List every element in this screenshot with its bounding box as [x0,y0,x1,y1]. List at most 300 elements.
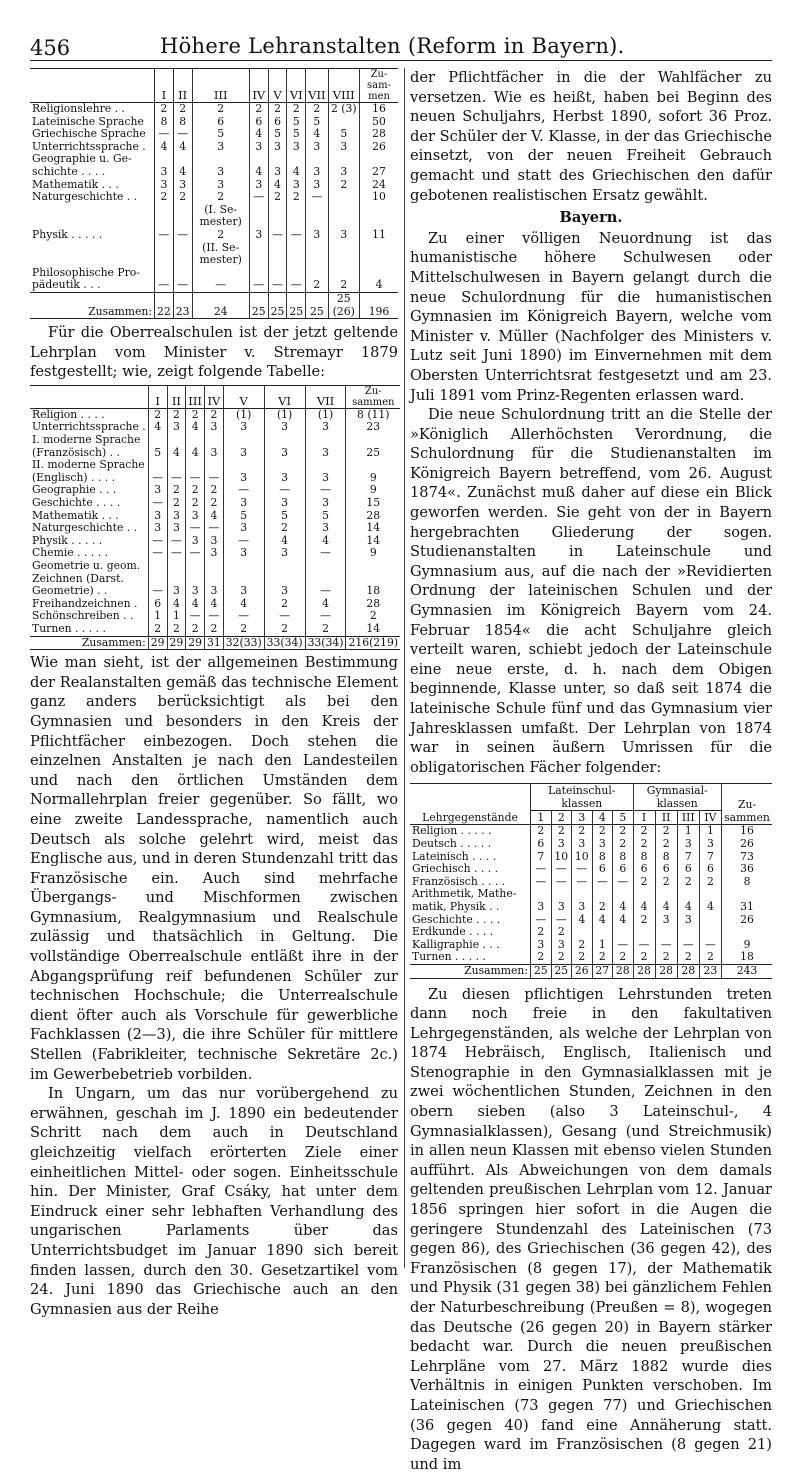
table-cell: 18 [346,585,400,598]
table-cell: — [205,472,224,485]
sum-label: Zusammen: [30,292,155,318]
paragraph: der Pflichtfächer in die der Wahlfächer zu versetzen. Wie es heißt, haben bei Beginn des neuen Schuljahrs, Herbst 1890, sofort 36 Proz. der Schüler der V. Klasse, in der das Griechische einsetzt, von der neuen Freiheit Gebrauch gemacht und statt des Griechischen den dafür gebotenen realistischen Ersatz gewählt. [410,68,772,205]
row-label: Religionslehre . . [30,103,155,116]
table-cell: — [306,191,328,204]
table-row [410,838,772,851]
table-cell [592,926,613,939]
table-cell: 2 [633,838,655,851]
row-label: schichte . . . . [30,166,155,179]
table-cell: 2 [167,484,186,497]
table-header-cell: I [148,385,167,408]
table-cell: 6 [655,863,677,876]
table-cell: 2 [699,876,721,889]
table-row [30,242,398,267]
table-cell: — [223,610,264,623]
table-cell [223,560,264,573]
table-cell: 2 [205,484,224,497]
table-cell: — [677,939,699,952]
table-cell: — [155,229,174,242]
table-header-cell: Lehrgegenstände [410,784,531,825]
table-cell: 14 [346,522,400,535]
table-cell: 2 [655,876,677,889]
table-cell: 3 [306,179,328,192]
table-header-cell: IV [699,811,721,825]
table-cell: — [173,128,192,141]
table-cell: 6 [192,116,249,129]
sum-cell: 23 [699,964,721,978]
table-header-row [410,784,772,811]
sum-cell: 25 [268,292,287,318]
table-row [30,585,400,598]
table-cell: — [699,939,721,952]
table-cell: 6 [633,863,655,876]
table-cell [346,560,400,573]
table-cell: — [223,535,264,548]
table-header-cell: Lateinschul- klassen [531,784,634,811]
table-row [30,434,400,447]
table-cell: 23 [346,421,400,434]
row-label: Philosophische Pro- [30,267,155,280]
table-cell: — [167,472,186,485]
table-cell: 4 [205,598,224,611]
table-cell [186,434,205,447]
sum-cell: 28 [655,964,677,978]
row-label: Naturgeschichte . . [30,191,155,204]
table-cell: 4 [305,535,346,548]
table-cell: 2 [205,408,224,421]
table-cell: — [305,610,346,623]
table-cell: 18 [722,951,773,964]
table-cell: 1 [699,825,721,838]
table-cell: 5 [223,510,264,523]
row-label: Mathematik . . . [30,510,148,523]
table-cell: 3 [677,838,699,851]
table-cell: 4 [699,901,721,914]
table-row [30,560,400,573]
table-cell: 5 [148,447,167,460]
table-cell: 10 [551,851,572,864]
table-cell: 2 [167,623,186,636]
sum-cell: 25 (26) [328,292,359,318]
table-cell: 6 [699,863,721,876]
table-cell: 4 [167,598,186,611]
table-cell: 27 [360,166,399,179]
table-cell: 2 [633,951,655,964]
table-cell: 4 [249,128,268,141]
table-row [30,522,400,535]
table-cell: 6 [249,116,268,129]
table-cell: 5 [328,128,359,141]
table-cell: 2 [306,103,328,116]
table-header-cell: II [167,385,186,408]
table-header-cell: III [186,385,205,408]
table-cell: 3 [264,472,305,485]
table-cell: 2 [167,408,186,421]
table-cell [287,204,306,229]
table-cell: 3 [592,838,613,851]
table-cell: 3 [249,141,268,154]
sum-cell: 27 [592,964,613,978]
row-label: Physik . . . . . [30,535,148,548]
table-cell: 2 [633,876,655,889]
table-cell: 2 [264,522,305,535]
table-cell: 28 [346,510,400,523]
table-cell: — [531,876,552,889]
table-cell: 3 [186,510,205,523]
table-cell: — [205,610,224,623]
table-cell: 25 [346,447,400,460]
table-cell: 2 [531,951,552,964]
table-cell: 8 [722,876,773,889]
table-header-cell: VI [264,385,305,408]
table-cell: 2 [186,497,205,510]
table-header-cell: II [655,811,677,825]
table-cell: 2 [328,179,359,192]
table-cell: 2 [613,838,634,851]
row-label: matik, Physik . . [410,901,531,914]
table-cell: 26 [360,141,399,154]
row-label: Geometrie u. geom. [30,560,148,573]
table-cell: 4 [655,901,677,914]
table-cell: — [287,279,306,292]
table-cell: 3 [205,547,224,560]
table-cell: — [268,229,287,242]
table-header-cell [30,69,155,103]
table-cell: 73 [722,851,773,864]
table-cell: — [613,876,634,889]
table-header-cell: VII [305,385,346,408]
table-cell: 2 [249,103,268,116]
row-label: Unterrichtssprache . [30,141,155,154]
table-cell: — [155,279,174,292]
table-cell: 9 [346,547,400,560]
table-row [30,166,398,179]
table-cell: (I. Se- mester) [192,204,249,229]
table-cell: 3 [148,484,167,497]
table-cell: 15 [346,497,400,510]
table-cell: 8 [592,851,613,864]
table-cell: 9 [722,939,773,952]
table-cell: 2 [551,951,572,964]
table-cell: 6 [613,863,634,876]
table-cell [186,459,205,472]
table-cell: 10 [572,851,593,864]
table-cell: 6 [677,863,699,876]
table-cell: 3 [223,547,264,560]
table-header-cell: Zu- sam- men [360,69,399,103]
page-header [30,34,772,61]
row-label: Erdkunde . . . . [410,926,531,939]
table-cell [699,926,721,939]
paragraph: Zu diesen pflichtigen Lehrstunden treten dann noch freie in den fakultativen Lehrgegenständen, als welche der Lehrplan von 1874 Hebräisch, Englisch, Italienisch und Stenographie in den Gymnasialklassen mit je zwei wöchentlichen Stunden, Zeichnen in den obern sieben (also 3 Lateinschul-, 4 Gymnasialklassen), Gesang (und Streichmusik) in allen neun Klassen mit ebenso vielen Stunden aufführt. Als Abweichungen von dem damals geltenden preußischen Lehrplan vom 12. Januar 1856 springen hier sofort in die Augen die geringere Stundenzahl des Lateinischen (73 gegen 86), des Griechischen (36 gegen 42), des Französischen (8 gegen 17), der Mathematik und Physik (31 gegen 38) bei gänzlichem Fehlen der Naturbeschreibung (Preußen = 8), wogegen das Deutsche (26 gegen 20) in Bayern stärker bedacht war. Durch die neuen preußischen Lehrpläne vom 27. März 1882 wurde dies Verhältnis in einigen Punkten verschoben. Im Lateinischen (73 gegen 77) und Griechischen (36 gegen 40) fand eine Annäherung statt. Dagegen ward im Französischen (8 gegen 21) und im [410,985,772,1474]
table-cell: 5 [264,510,305,523]
table-cell: 4 [173,166,192,179]
table-cell: 3 [268,166,287,179]
table-cell: — [551,863,572,876]
table-cell: 4 [173,141,192,154]
table-cell: 3 [223,447,264,460]
table-cell: 16 [722,825,773,838]
table-cell [173,242,192,267]
row-label: (Englisch) . . . . [30,472,148,485]
paragraph: Für die Oberrealschulen ist der jetzt geltende Lehrplan vom Minister v. Stremayr 1879 festgestellt; wie, zeigt folgende Tabelle: [30,323,398,382]
table-row [410,863,772,876]
row-label: Physik . . . . . [30,229,155,242]
table-cell: 3 [186,585,205,598]
table-cell: 2 [551,825,572,838]
table-cell: 4 [186,447,205,460]
sum-cell: 28 [613,964,634,978]
table-cell: 4 [264,535,305,548]
table-cell: 2 [205,623,224,636]
table-cell: (1) [305,408,346,421]
table-cell [173,204,192,229]
table-cell [155,204,174,229]
table-row [410,951,772,964]
table-cell: 9 [346,484,400,497]
table-row [410,926,772,939]
table-header-cell: II [173,69,192,103]
table-cell: 50 [360,116,399,129]
sum-cell: 25 [306,292,328,318]
table-cell: 16 [360,103,399,116]
row-label [30,204,155,229]
table-cell: 2 [148,408,167,421]
table-cell: 2 [192,191,249,204]
table-cell: 2 [173,191,192,204]
table-cell: 3 [287,179,306,192]
table-cell: 3 [655,914,677,927]
table-cell: 3 [264,447,305,460]
table-cell: 3 [167,421,186,434]
table-cell: (1) [223,408,264,421]
sum-row [410,964,772,978]
table-cell [633,926,655,939]
table-cell: 3 [223,585,264,598]
table-cell: — [148,472,167,485]
row-label: Lateinisch . . . . [410,851,531,864]
sum-row [30,292,398,318]
table-cell: — [173,229,192,242]
table-cell: 5 [192,128,249,141]
table-cell: 2 [633,825,655,838]
table-cell [699,914,721,927]
table-cell [572,926,593,939]
table-cell: — [287,229,306,242]
table-cell: 2 [346,610,400,623]
table-cell: 3 [264,421,305,434]
table-cell: 2 [677,951,699,964]
table-cell: — [186,472,205,485]
sum-cell: 24 [192,292,249,318]
table-header-cell: IV [249,69,268,103]
table-cell: 8 [655,851,677,864]
table-cell: 4 [613,914,634,927]
table-cell: 4 [155,141,174,154]
sum-label: Zusammen: [30,636,148,650]
table-cell: 2 [148,623,167,636]
table-cell [167,434,186,447]
gymnasium-curriculum-table [30,68,398,319]
table-cell: 31 [722,901,773,914]
table-cell: 2 [173,103,192,116]
table-cell: — [305,484,346,497]
table-cell [346,459,400,472]
table-header-cell: VII [306,69,328,103]
table-cell [264,434,305,447]
table-cell: 4 [186,598,205,611]
table-cell: 3 [223,421,264,434]
row-label: Arithmetik, Mathe- [410,888,531,901]
table-cell [305,459,346,472]
sum-cell: 26 [572,964,593,978]
row-label: Turnen . . . . . [410,951,531,964]
table-cell: 4 [633,901,655,914]
table-cell: 6 [531,838,552,851]
table-row [30,191,398,204]
paragraph: Wie man sieht, ist der allgemeinen Bestimmung der Realanstalten gemäß das technische Element ganz anders berücksichtigt als bei den Gymnasien und besonders in den Kreis der Pflichtfächer einbezogen. Doch stehen die einzelnen Anstalten je nach den Landesteilen und nach den örtlichen Umständen dem Normallehrplan freier gegenüber. So fällt, wo eine zweite Landessprache, namentlich auch Deutsch als solche gelehrt wird, meist das Englische aus, und in deren Stundenzahl tritt das Französische ein. Auch sind mehrfache Übergangs- und Mischformen zwischen Gymnasium, Realgymnasium und Realschule zulässig und thatsächlich in Geltung. Die vollständige Oberrealschule entläßt ihre in der Abgangsprüfung reif befundenen Schüler zur technischen Hochschule; die Unterrealschule dient öfter auch als Vorschule für gewerbliche Fachklassen (2—3), die ihre Schüler für mittlere Stellen (Fabrikleiter, technische Sekretäre 2c.) im Gewerbebetrieb vorbilden. [30,653,398,1084]
paragraph: Zu einer völligen Neuordnung ist das humanistische höhere Schulwesen oder Mittelschulwesen in Bayern gelangt durch die neue Schulordnung für die humanistischen Gymnasien im Königreich Bayern, welche vom Minister v. Müller (Nachfolger des Ministers v. Lutz seit Juni 1890) im Einvernehmen mit dem Obersten Unterrichtsrat festgesetzt und am 23. Juli 1891 vom Prinz-Regenten erlassen ward. [410,229,772,405]
table-cell: 3 [305,447,346,460]
table-cell: 3 [305,421,346,434]
row-label: Religion . . . . . [410,825,531,838]
table-cell: 4 [305,598,346,611]
table-cell: 2 [155,103,174,116]
table-cell: 4 [613,901,634,914]
table-cell: 2 [633,914,655,927]
table-cell: 2 [328,279,359,292]
table-cell: 3 [268,141,287,154]
table-cell: 3 [531,939,552,952]
table-cell: 4 [592,914,613,927]
table-cell: 3 [192,166,249,179]
table-cell: 2 [677,876,699,889]
table-cell: 5 [305,510,346,523]
table-cell: — [551,914,572,927]
table-cell [360,204,399,229]
row-label: pädeutik . . . [30,279,155,292]
table-cell: — [264,610,305,623]
table-cell: 3 [155,166,174,179]
table-cell: 2 [531,825,552,838]
row-label: Unterrichtssprache . [30,421,148,434]
sum-cell: 33(34) [264,636,305,650]
row-label: I. moderne Sprache [30,434,148,447]
table-row [410,825,772,838]
table-header-cell: Zu- sammen [722,784,773,825]
table-cell: 3 [205,421,224,434]
table-cell: 3 [531,901,552,914]
right-column [410,68,772,1474]
table-header-cell: 4 [592,811,613,825]
sum-cell: 28 [633,964,655,978]
table-header-cell: V [223,385,264,408]
table-cell: 3 [287,141,306,154]
sum-cell: 32(33) [223,636,264,650]
table-cell: 28 [346,598,400,611]
table-cell: — [305,547,346,560]
table-cell: 24 [360,179,399,192]
table-cell [655,926,677,939]
table-cell: 2 [268,191,287,204]
table-cell: 2 [592,951,613,964]
table-cell [205,560,224,573]
table-cell [264,459,305,472]
table-cell: 8 [155,116,174,129]
table-cell: 3 [167,510,186,523]
table-cell: 2 [613,951,634,964]
table-cell: 10 [360,191,399,204]
bavaria-1874-curriculum-table [410,783,772,978]
row-label: Geometrie) . . [30,585,148,598]
table-header-cell: IV [205,385,224,408]
table-cell: 2 [655,825,677,838]
table-cell: — [155,128,174,141]
sum-cell: 25 [531,964,552,978]
table-header-cell: III [677,811,699,825]
table-cell: 3 [328,166,359,179]
table-cell [249,242,268,267]
table-cell [148,459,167,472]
row-label [30,242,155,267]
table-cell: 2 [655,951,677,964]
realschule-curriculum-table [30,385,400,650]
table-cell: 8 [613,851,634,864]
table-cell [268,242,287,267]
table-cell: 1 [592,939,613,952]
table-cell: 2 [192,103,249,116]
row-label: Griechische Sprache [30,128,155,141]
table-cell: 2 [264,623,305,636]
row-label: Naturgeschichte . . [30,522,148,535]
table-cell: 8 (11) [346,408,400,421]
table-cell [268,204,287,229]
table-cell: 2 [306,279,328,292]
table-cell [677,926,699,939]
table-cell [186,560,205,573]
table-cell: 2 [572,939,593,952]
table-cell: 28 [360,128,399,141]
table-cell: 5 [287,128,306,141]
table-cell: — [572,863,593,876]
table-cell: 3 [186,535,205,548]
table-cell: 3 [572,838,593,851]
table-header-cell [30,385,148,408]
row-label: Lateinische Sprache [30,116,155,129]
table-cell: 4 [306,128,328,141]
table-cell [328,204,359,229]
sum-cell: 25 [551,964,572,978]
table-cell: — [264,484,305,497]
table-cell [205,459,224,472]
table-cell: 3 [306,229,328,242]
table-row [30,623,400,636]
sum-cell: 28 [677,964,699,978]
table-cell: (II. Se- mester) [192,242,249,267]
table-cell [148,434,167,447]
table-cell: 2 [155,191,174,204]
table-cell [305,560,346,573]
table-cell: — [531,863,552,876]
table-cell: — [148,585,167,598]
table-cell: 1 [148,610,167,623]
table-cell: 3 [173,179,192,192]
table-cell: — [223,484,264,497]
table-cell: 36 [722,863,773,876]
sum-cell: 31 [205,636,224,650]
table-cell [613,926,634,939]
table-cell: 8 [633,851,655,864]
